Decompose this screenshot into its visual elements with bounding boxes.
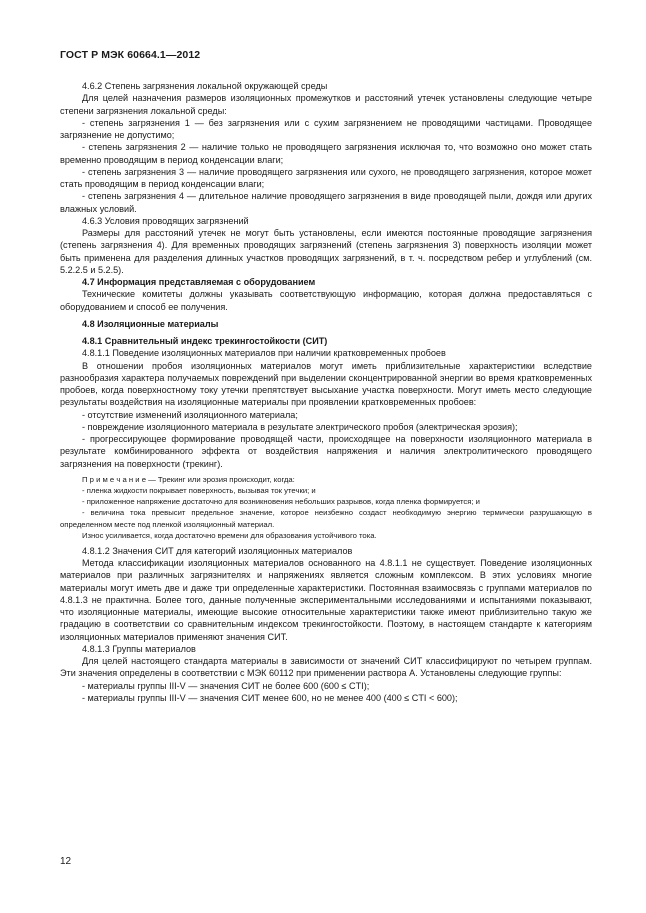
section-4-8-title: 4.8 Изоляционные материалы bbox=[82, 318, 219, 329]
paragraph: В отношении пробоя изоляционных материалов могут иметь приблизительные характеристики вследствие разнообразия характера получаемых повреждений при выделении сконцентрированной энергии во время кратковременных пробоев, когда поверхностному току утечки препятствует высыхание участка поверхности. Могут иметь место следующие результаты воздействия на изоляционные материалы при проявлении кратковременных пробоев: bbox=[60, 360, 592, 408]
note-intro: П р и м е ч а н и е — Трекинг или эрозия происходит, когда: bbox=[82, 474, 295, 484]
list-item: - материалы группы III-V — значения СИТ менее 600, но не менее 400 (400 ≤ CTI < 600); bbox=[82, 692, 458, 703]
section-4-7-title: 4.7 Информация представляемая с оборудованием bbox=[82, 277, 316, 287]
paragraph: Метода классификации изоляционных материалов основанного на 4.8.1.1 не существует. Поведение изоляционных материалов при различных загрязнителях и напряжениях является сложным комплексом. В этих условиях многие материалы могут иметь две и даже три определенные характеристики. Постоянная взаимосвязь с группами материалов по 4.8.1.3 не практична. Более того, данные полученные экспериментальными исследованиями и испытаниями показывают, что изоляционные материалы, имеющие высокие относительные характеристики также имеют приблизительно такую же градацию в соответствии со сравнительным индексом трекингостойкости. Поэтому, в настоящем стандарте к категориям изоляционных материалов применяют значения СИТ. bbox=[60, 558, 592, 642]
list-item: - повреждение изоляционного материала в результате электрического пробоя (электрическая эрозия); bbox=[82, 421, 518, 432]
list-item: - степень загрязнения 1 — без загрязнения или с сухим загрязнением не проводящими частицами. Проводящее загрязнение не допустимо; bbox=[60, 117, 592, 140]
list-item: - степень загрязнения 3 — наличие проводящего загрязнения или сухого, не проводящего загрязнения, которое может стать проводящим в период конденсации влаги; bbox=[60, 166, 592, 189]
list-item: - степень загрязнения 4 — длительное наличие проводящего загрязнения в виде проводящей пыли, дождя или других влажных условий. bbox=[60, 191, 592, 214]
document-header: ГОСТ Р МЭК 60664.1—2012 bbox=[60, 49, 201, 61]
paragraph: Технические комитеты должны указывать соответствующую информацию, которая должна предоставляться с оборудованием и способ ее получения. bbox=[60, 289, 592, 312]
paragraph: Для целей настоящего стандарта материалы в зависимости от значений СИТ классифицируют по четырем группам. Эти значения определены в соответствии с МЭК 60112 при применении раствора А. Установлены следующие группы: bbox=[60, 656, 592, 679]
section-4-8-1-2-title: 4.8.1.2 Значения СИТ для категорий изоляционных материалов bbox=[82, 545, 353, 556]
section-4-8-1-1-title: 4.8.1.1 Поведение изоляционных материалов при наличии кратковременных пробоев bbox=[82, 348, 446, 359]
note-item: - пленка жидкости покрывает поверхность, вызывая ток утечки; и bbox=[82, 485, 316, 495]
list-item: - отсутствие изменений изоляционного материала; bbox=[82, 409, 298, 420]
section-4-8-1-title: 4.8.1 Сравнительный индекс трекингостойкости (СИТ) bbox=[82, 336, 328, 346]
note-item: - величина тока превысит предельное значение, которое неизбежно создаст необходимую энергию термически разрушающую в определенном месте под пленкой изоляционный материал. bbox=[60, 508, 592, 529]
section-4-6-3-title: 4.6.3 Условия проводящих загрязнений bbox=[82, 215, 249, 226]
document-body bbox=[60, 80, 592, 704]
note-end: Износ усиливается, когда достаточно времени для образования устойчивого тока. bbox=[82, 530, 377, 540]
note-item: - приложенное напряжение достаточно для возникновения небольших разрывов, когда пленка формируется; и bbox=[82, 497, 480, 507]
paragraph: Размеры для расстояний утечек не могут быть установлены, если имеются постоянные проводящие загрязнения (степень загрязнения 4). Для временных проводящих загрязнений (степень загрязнения 3) поверхность изоляции может быть применена для разделения длинных участков проводящих загрязнений, в т. ч. посредством ребер и углублений (см. 5.2.2.5 и 5.2.5). bbox=[60, 228, 592, 275]
paragraph: Для целей назначения размеров изоляционных промежутков и расстояний утечек установлены следующие четыре степени загрязнения локальной среды: bbox=[60, 93, 592, 116]
section-4-6-2-title: 4.6.2 Степень загрязнения локальной окружающей среды bbox=[82, 81, 328, 91]
list-item: - материалы группы III-V — значения СИТ не более 600 (600 ≤ CTI); bbox=[82, 680, 370, 691]
page-number: 12 bbox=[60, 856, 72, 867]
list-item: - прогрессирующее формирование проводящей части, происходящее на поверхности изоляционного материала в результате комбинированного эффекта от воздействия напряжения и наличия электролитического проводящего загрязнения на поверхности (трекинг). bbox=[60, 434, 592, 469]
list-item: - степень загрязнения 2 — наличие только не проводящего загрязнения исключая то, что возможно оно может стать временно проводящим в период конденсации влаги; bbox=[60, 142, 592, 165]
section-4-8-1-3-title: 4.8.1.3 Группы материалов bbox=[82, 643, 196, 654]
